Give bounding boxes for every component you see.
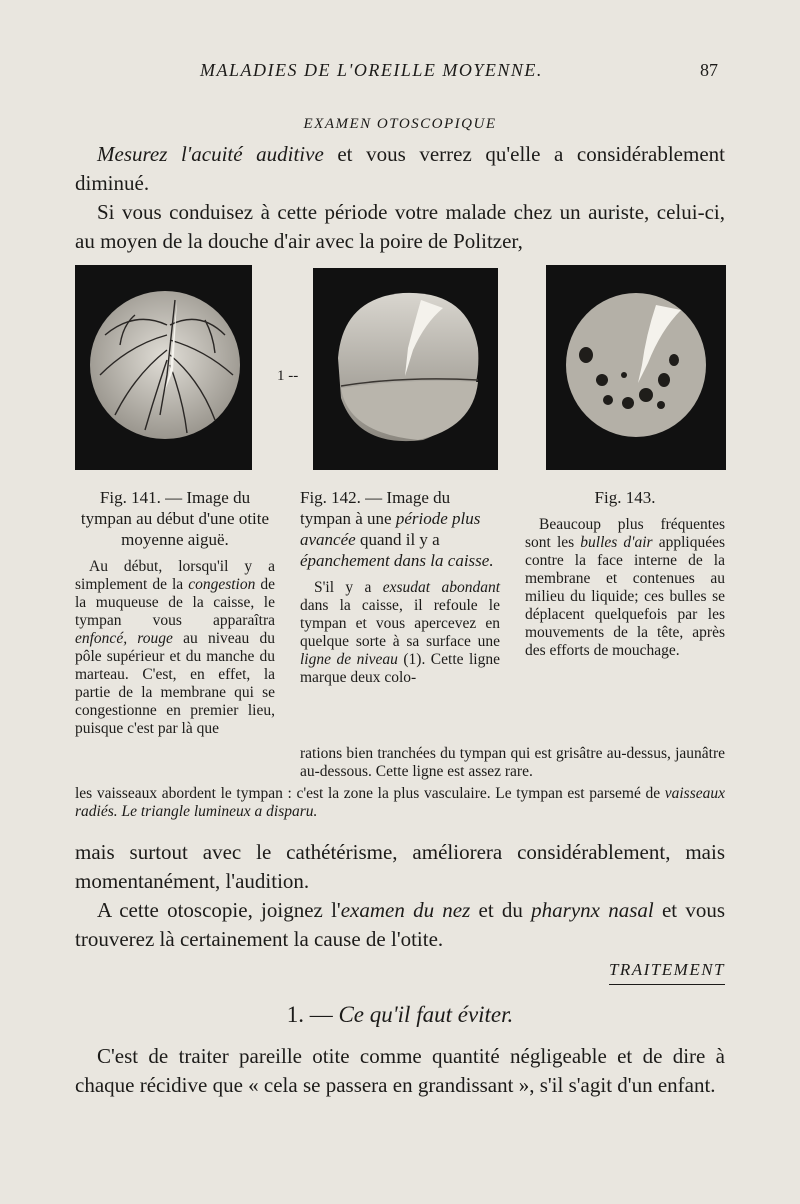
- after-p2: [75, 896, 725, 954]
- figure-142-caption: [300, 487, 500, 571]
- fig142-caption-a: Fig. 142. — Image du tympan à une: [300, 488, 451, 528]
- intro-p2: Si vous conduisez à cette période votre malade chez un auriste, celui-ci, au moyen de la douche d'air avec la poire de Politzer,: [75, 200, 725, 253]
- running-title: MALADIES DE L'OREILLE MOYENNE.: [200, 60, 543, 80]
- fig142-caption-b: quand il y a: [355, 530, 440, 549]
- after-p1: mais surtout avec le cathétérisme, améliorera considérablement, mais momentanément, l'audition.: [75, 840, 725, 893]
- fig142-text-b: dans la caisse, il refoule le tympan et vous apercevez en quelque sorte à sa surface une: [300, 597, 500, 650]
- subheading-title: Ce qu'il faut éviter.: [338, 1002, 514, 1027]
- fig142-text-c: (1). Cette ligne marque deux colo-: [300, 651, 500, 686]
- eardrum-air-bubbles-illustration: [546, 265, 726, 470]
- figure-143-column: [525, 487, 725, 660]
- fig141-cont-em: vaisseaux radiés. Le triangle lumineux a disparu.: [75, 785, 725, 820]
- after-p2-c: et vous trouverez là certainement la cause de l'otite.: [75, 898, 726, 951]
- figure-142-continuation: rations bien tranchées du tympan qui est grisâtre au-dessus, jaunâtre au-dessous. Cette ligne est assez rare.: [300, 745, 725, 780]
- subheading-number: 1. —: [286, 1002, 339, 1027]
- section-title: EXAMEN OTOSCOPIQUE: [303, 116, 497, 132]
- intro-emphasis: Mesurez l'acuité auditive: [97, 142, 324, 166]
- intro-p1-rest: et vous verrez qu'elle a considérablement diminué.: [75, 142, 725, 195]
- fig142-text-a-em: exsudat abondant: [382, 579, 500, 596]
- figure-142-column: [300, 487, 500, 687]
- figure-143-caption: Fig. 143.: [594, 488, 656, 507]
- figure-141-image: [75, 265, 252, 470]
- figure-141-column: [75, 487, 275, 738]
- treatment-text: [75, 1042, 725, 1100]
- fig141-cont-a: les vaisseaux abordent le tympan : c'est la zone la plus vasculaire. Le tympan est parsemé de: [75, 785, 665, 802]
- fig143-text-a: Beaucoup plus fréquentes sont les: [525, 516, 725, 551]
- figure-callout-label: 1 --: [277, 368, 299, 384]
- treatment-heading: TRAITEMENT: [609, 960, 725, 985]
- figure-141-caption: Fig. 141. — Image du tympan au début d'une otite moyenne aiguë.: [80, 488, 270, 549]
- eardrum-effusion-illustration: [313, 268, 498, 470]
- fig143-text-a-em: bulles d'air: [580, 534, 653, 551]
- fig142-text-b-em: ligne de niveau: [300, 651, 398, 668]
- fig142-text-a: S'il y a: [314, 579, 383, 596]
- treatment-p1: C'est de traiter pareille otite comme quantité négligeable et de dire à chaque récidive que « cela se passera en grandissant », s'il s'agit d'un enfant.: [75, 1044, 725, 1097]
- intro-text: [75, 140, 725, 256]
- figure-142-image: [313, 268, 498, 470]
- after-p2-em2: pharynx nasal: [531, 898, 654, 922]
- fig141-text-b: de la muqueuse de la caisse, le tympan vous apparaîtra: [75, 576, 275, 629]
- fig141-text-a-em: congestion: [188, 576, 256, 593]
- after-p2-em1: examen du nez: [340, 898, 471, 922]
- fig143-text-b: appliquées contre la face interne de la membrane et contenues au milieu du liquide; ces bulles se déplacent quelquefois par les mouvements de la tête, après des efforts de mouchage.: [525, 534, 725, 659]
- fig142-caption-em2: épanchement dans la caisse.: [300, 551, 494, 570]
- fig142-caption-em1: période plus avancée: [300, 509, 481, 549]
- eardrum-congested-illustration: [75, 265, 252, 470]
- after-p2-b: et du: [470, 898, 532, 922]
- treatment-subheading: [0, 1002, 800, 1028]
- page-number: 87: [700, 60, 718, 80]
- fig141-text-b-em: enfoncé, rouge: [75, 630, 173, 647]
- fig141-text-a: Au début, lorsqu'il y a simplement de la: [75, 558, 275, 593]
- figure-141-continuation: [75, 785, 725, 821]
- after-p2-a: A cette otoscopie, joignez l': [97, 898, 341, 922]
- after-figures-text: [75, 838, 725, 954]
- figure-143-image: [546, 265, 726, 470]
- fig141-text-c: au niveau du pôle supérieur et du manche du marteau. C'est, en effet, la partie de la membrane qui se congestionne en premier lieu, puisque c'est par là que: [75, 630, 275, 737]
